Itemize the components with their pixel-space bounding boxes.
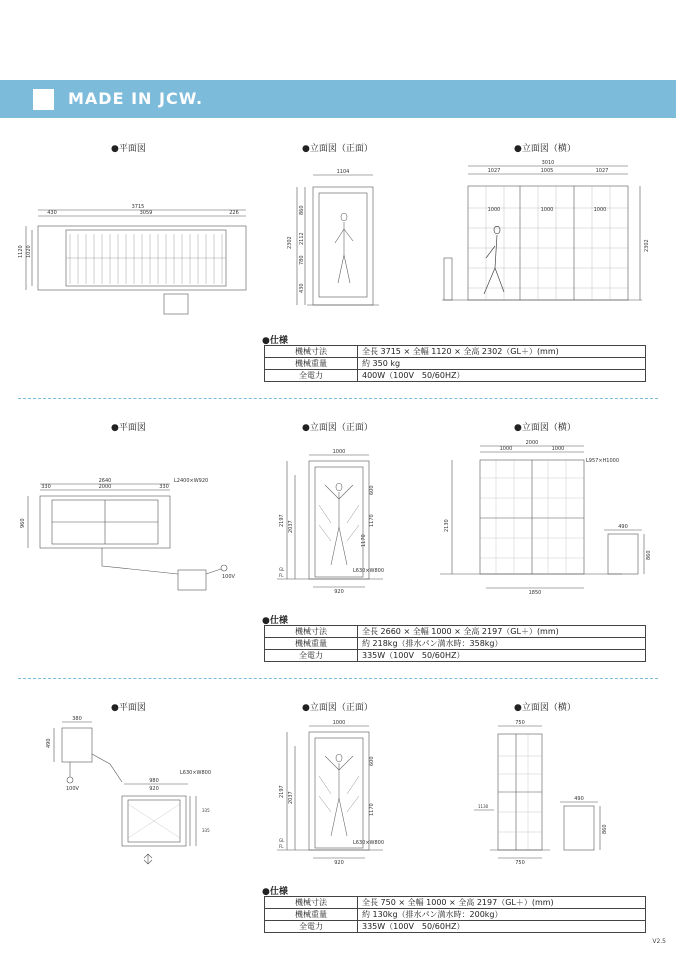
- svg-text:860: 860: [602, 824, 608, 834]
- plan-view-label-2: ●平面図: [111, 423, 146, 433]
- svg-text:920: 920: [334, 860, 344, 866]
- svg-text:2640: 2640: [98, 478, 112, 484]
- svg-text:1027: 1027: [595, 168, 609, 174]
- svg-text:600: 600: [369, 485, 375, 495]
- svg-text:3059: 3059: [139, 210, 153, 216]
- spec-row: 機械重量 約 350 kg: [265, 358, 646, 370]
- plan-drawing-2: [18, 470, 248, 595]
- plan-view-label-1: ●平面図: [111, 144, 146, 154]
- svg-text:2302: 2302: [287, 236, 293, 249]
- spec-table-3: [264, 896, 646, 933]
- svg-text:2000: 2000: [525, 440, 539, 446]
- front-view-label-2: ●立面図（正面）: [302, 423, 373, 433]
- front-drawing-3: [273, 718, 393, 868]
- svg-text:335: 335: [202, 808, 210, 813]
- svg-text:920: 920: [149, 786, 159, 792]
- side-view-label-3: ●立面図（横）: [514, 703, 576, 713]
- svg-text:2037: 2037: [288, 791, 294, 804]
- spec-row: 全電力 335W（100V 50/60HZ）: [265, 650, 646, 662]
- svg-text:430: 430: [299, 283, 305, 293]
- spec-title-3: ●仕様: [262, 887, 288, 897]
- svg-text:1850: 1850: [528, 590, 542, 596]
- svg-text:600: 600: [369, 756, 375, 766]
- svg-text:2112: 2112: [299, 232, 305, 245]
- svg-text:1000: 1000: [551, 446, 565, 452]
- svg-text:1120: 1120: [18, 245, 24, 258]
- svg-text:L630×W800: L630×W800: [180, 770, 212, 776]
- plan-drawing-3: [40, 712, 240, 867]
- svg-text:1027: 1027: [487, 168, 501, 174]
- svg-text:FL: FL: [279, 573, 284, 578]
- spec-table-2: [264, 625, 646, 662]
- section-divider-2: [18, 678, 658, 679]
- svg-text:GL: GL: [279, 567, 285, 572]
- svg-text:L957×H1000: L957×H1000: [586, 458, 620, 464]
- svg-text:750: 750: [515, 860, 525, 866]
- svg-text:100V: 100V: [66, 786, 79, 792]
- svg-text:2302: 2302: [644, 239, 650, 252]
- front-view-label-3: ●立面図（正面）: [302, 703, 373, 713]
- svg-text:226: 226: [229, 210, 239, 216]
- svg-text:1000: 1000: [593, 207, 607, 213]
- front-drawing-2: [273, 445, 393, 595]
- spec-row: 機械寸法 全長 750 × 全幅 1000 × 全高 2197（GL＋）(mm): [265, 897, 646, 909]
- svg-text:2130: 2130: [444, 519, 450, 532]
- svg-text:920: 920: [334, 589, 344, 595]
- svg-text:L630×W800: L630×W800: [353, 840, 385, 846]
- dim-total: 3715: [131, 204, 145, 210]
- svg-text:GL: GL: [279, 838, 285, 843]
- svg-text:330: 330: [159, 484, 169, 490]
- svg-text:780: 780: [299, 255, 305, 265]
- svg-text:L2400×W920: L2400×W920: [174, 478, 209, 484]
- spec-row: 機械重量 約 218kg（排水パン満水時：358kg）: [265, 638, 646, 650]
- side-drawing-2: [432, 438, 654, 598]
- front-view-label-1: ●立面図（正面）: [302, 144, 373, 154]
- svg-text:860: 860: [299, 205, 305, 215]
- header-banner: [0, 80, 676, 118]
- spec-title-2: ●仕様: [262, 616, 288, 626]
- svg-text:1170: 1170: [369, 514, 375, 527]
- side-drawing-1: [432, 158, 652, 314]
- svg-text:2197: 2197: [279, 785, 285, 798]
- svg-text:335: 335: [202, 828, 210, 833]
- spec-title-1: ●仕様: [262, 336, 288, 346]
- svg-text:100V: 100V: [222, 574, 235, 580]
- svg-text:FL: FL: [279, 844, 284, 849]
- svg-text:2197: 2197: [279, 514, 285, 527]
- svg-text:1005: 1005: [540, 168, 554, 174]
- svg-text:1130: 1130: [478, 804, 489, 809]
- side-view-label-1: ●立面図（横）: [514, 144, 576, 154]
- spec-row: 機械寸法 全長 2660 × 全幅 1000 × 全高 2197（GL＋）(mm): [265, 626, 646, 638]
- svg-text:330: 330: [41, 484, 51, 490]
- svg-text:2000: 2000: [98, 484, 112, 490]
- svg-text:1000: 1000: [332, 449, 346, 455]
- svg-text:980: 980: [149, 778, 159, 784]
- svg-text:1000: 1000: [332, 720, 346, 726]
- svg-text:750: 750: [515, 720, 525, 726]
- page-title: MADE IN JCW.: [68, 89, 204, 108]
- svg-text:1170: 1170: [369, 803, 375, 816]
- section-divider-1: [18, 398, 658, 399]
- svg-text:860: 860: [646, 550, 652, 560]
- svg-text:1000: 1000: [499, 446, 513, 452]
- svg-text:1104: 1104: [336, 169, 350, 175]
- spec-row: 全電力 335W（100V 50/60HZ）: [265, 921, 646, 933]
- version-label: V2.5: [652, 938, 666, 945]
- spec-row: 全電力 400W（100V 50/60HZ）: [265, 370, 646, 382]
- header-square: [33, 89, 54, 110]
- svg-text:3010: 3010: [541, 160, 555, 166]
- plan-drawing-1: [18, 200, 254, 320]
- spec-table-1: [264, 345, 646, 382]
- svg-text:1020: 1020: [26, 245, 32, 258]
- svg-text:490: 490: [618, 524, 628, 530]
- svg-text:490: 490: [46, 738, 52, 748]
- svg-text:2037: 2037: [288, 520, 294, 533]
- spec-row: 機械重量 約 130kg（排水パン満水時：200kg）: [265, 909, 646, 921]
- plan-view-label-3: ●平面図: [111, 703, 146, 713]
- svg-text:960: 960: [20, 518, 26, 528]
- svg-text:L630×W800: L630×W800: [353, 568, 385, 574]
- svg-text:1170: 1170: [361, 534, 367, 547]
- side-drawing-3: [470, 716, 620, 866]
- front-drawing-1: [283, 165, 393, 317]
- spec-row: 機械寸法 全長 3715 × 全幅 1120 × 全高 2302（GL＋）(mm): [265, 346, 646, 358]
- svg-text:1000: 1000: [487, 207, 501, 213]
- svg-text:1000: 1000: [540, 207, 554, 213]
- svg-text:490: 490: [574, 796, 584, 802]
- svg-text:380: 380: [72, 716, 82, 722]
- side-view-label-2: ●立面図（横）: [514, 423, 576, 433]
- svg-text:430: 430: [47, 210, 57, 216]
